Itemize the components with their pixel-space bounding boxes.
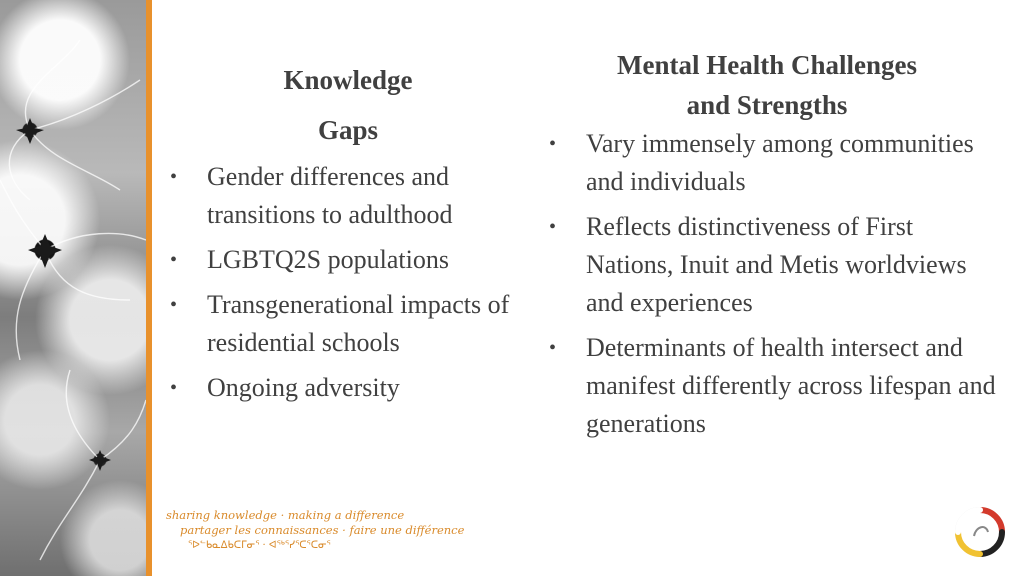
heading-line: Knowledge bbox=[283, 65, 413, 95]
tagline-syllabics: ᕐᐅᓪᑲᓇᐃᑲᑕᒥᓂᕐ · ᐊᖅᕐᓯᕐᑕᕐᑕᓂᕐ bbox=[188, 540, 331, 551]
heading-line: Gaps bbox=[317, 115, 379, 145]
list-item: • LGBTQ2S populations bbox=[166, 241, 536, 279]
knowledge-gaps-section bbox=[166, 55, 536, 414]
list-item: • Vary immensely among communities and individuals bbox=[545, 125, 1005, 201]
heading-line: and Strengths bbox=[686, 90, 848, 120]
tagline-french: partager les connaissances · faire une différence bbox=[180, 523, 465, 537]
mental-health-heading bbox=[545, 45, 989, 125]
organization-logo-icon bbox=[954, 506, 1006, 558]
list-item: • Transgenerational impacts of residential schools bbox=[166, 286, 536, 362]
knowledge-gaps-heading bbox=[166, 55, 530, 155]
list-item: • Determinants of health intersect and manifest differently across lifespan and generations bbox=[545, 329, 1005, 443]
tagline-english: sharing knowledge · making a difference bbox=[166, 508, 405, 522]
heading-line: Mental Health Challenges bbox=[617, 50, 917, 80]
list-item: • Ongoing adversity bbox=[166, 369, 536, 407]
knowledge-gaps-list bbox=[166, 158, 536, 407]
footer-tagline bbox=[166, 508, 464, 553]
decorative-photo-strip bbox=[0, 0, 146, 576]
list-item: • Reflects distinctiveness of First Nations, Inuit and Metis worldviews and experiences bbox=[545, 208, 1005, 322]
flower-seedhead-illustration bbox=[0, 0, 146, 576]
accent-divider-bar bbox=[146, 0, 152, 576]
mental-health-section bbox=[545, 45, 1005, 450]
list-item: • Gender differences and transitions to adulthood bbox=[166, 158, 536, 234]
mental-health-list bbox=[545, 125, 1005, 443]
